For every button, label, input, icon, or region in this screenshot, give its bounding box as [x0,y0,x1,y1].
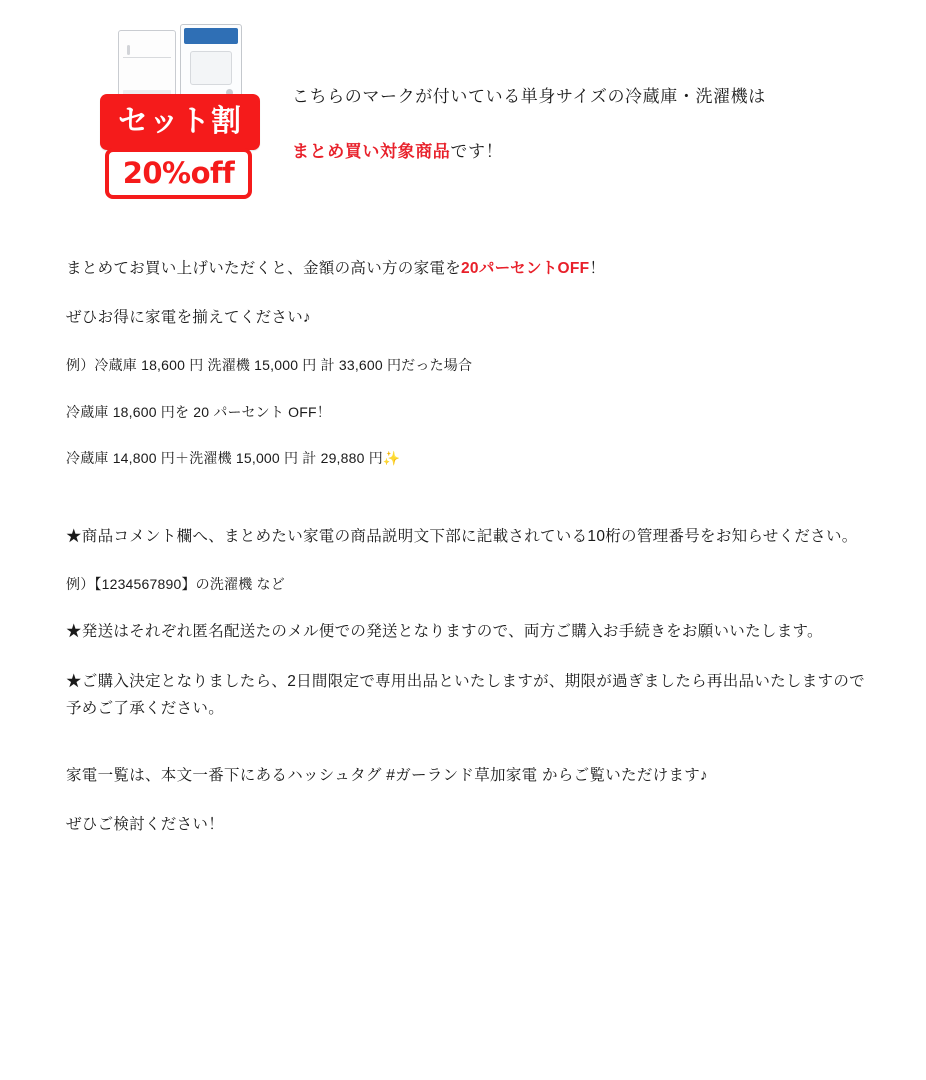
refrigerator-icon [118,30,176,102]
spacer-1 [66,493,866,523]
footer-hashtag-line: 家電一覧は、本文一番下にあるハッシュタグ #ガーランド草加家電 からご覧いただけます♪ [66,766,709,784]
badge-top-label: セット割 [118,104,242,139]
discount-badge [100,94,260,204]
example-line-2: 冷蔵庫 18,600 円を 20 パーセント OFF！ [66,403,331,420]
intro-post: ！ [589,260,606,277]
footer-closing-line: ぜひご検討ください！ [66,815,225,833]
intro-highlight: 20パーセントOFF [461,260,590,277]
badge-top [100,94,260,150]
example-line-1: 例）冷蔵庫 18,600 円 洗濯機 15,000 円 計 33,600 円だった場合 [66,357,473,374]
header-line-2-highlight: まとめ買い対象商品 [292,142,451,161]
sparkle-icon: ✨ [382,450,401,467]
intro-pre: まとめてお買い上げいただくと、金額の高い方の家電を [66,260,462,277]
badge-bottom-label: 20%off [122,156,235,190]
header-line-1: こちらのマークが付いている単身サイズの冷蔵庫・洗濯機は [292,87,766,106]
note-shipping: ★発送はそれぞれ匿名配送たのメル便での発送となりますので、両方ご購入お手続きをお願いいたします。 [66,623,823,641]
appliance-illustration [118,24,258,102]
header-line-2 [292,137,892,162]
washing-machine-panel [184,28,238,44]
header-line-2-tail: です！ [450,142,504,161]
note-management-number-example: 例）【1234567890】の洗濯機 など [66,575,285,592]
example-line-3-text: 冷蔵庫 14,800 円＋洗濯機 15,000 円 計 29,880 円 [66,450,383,467]
badge-bottom [105,148,252,199]
note-reserved-listing: ★ご購入決定となりましたら、2日間限定で専用出品といたしますが、期限が過ぎましたら再出品いたしますので予めご了承ください。 [66,672,865,717]
intro-paragraph [66,255,866,282]
spacer-2 [66,744,866,762]
example-line-3 [66,446,866,471]
header-text-block [292,82,892,162]
note-management-number: ★商品コメント欄へ、まとめたい家電の商品説明文下部に記載されている10桁の管理番号をお知らせください。 [66,527,858,545]
promo-header [0,0,926,215]
promo-body [66,255,866,860]
washing-machine-lid [190,51,232,85]
intro-paragraph-2: ぜひお得に家電を揃えてください♪ [66,309,312,327]
washing-machine-icon [180,24,242,102]
set-discount-badge-group [100,24,275,204]
